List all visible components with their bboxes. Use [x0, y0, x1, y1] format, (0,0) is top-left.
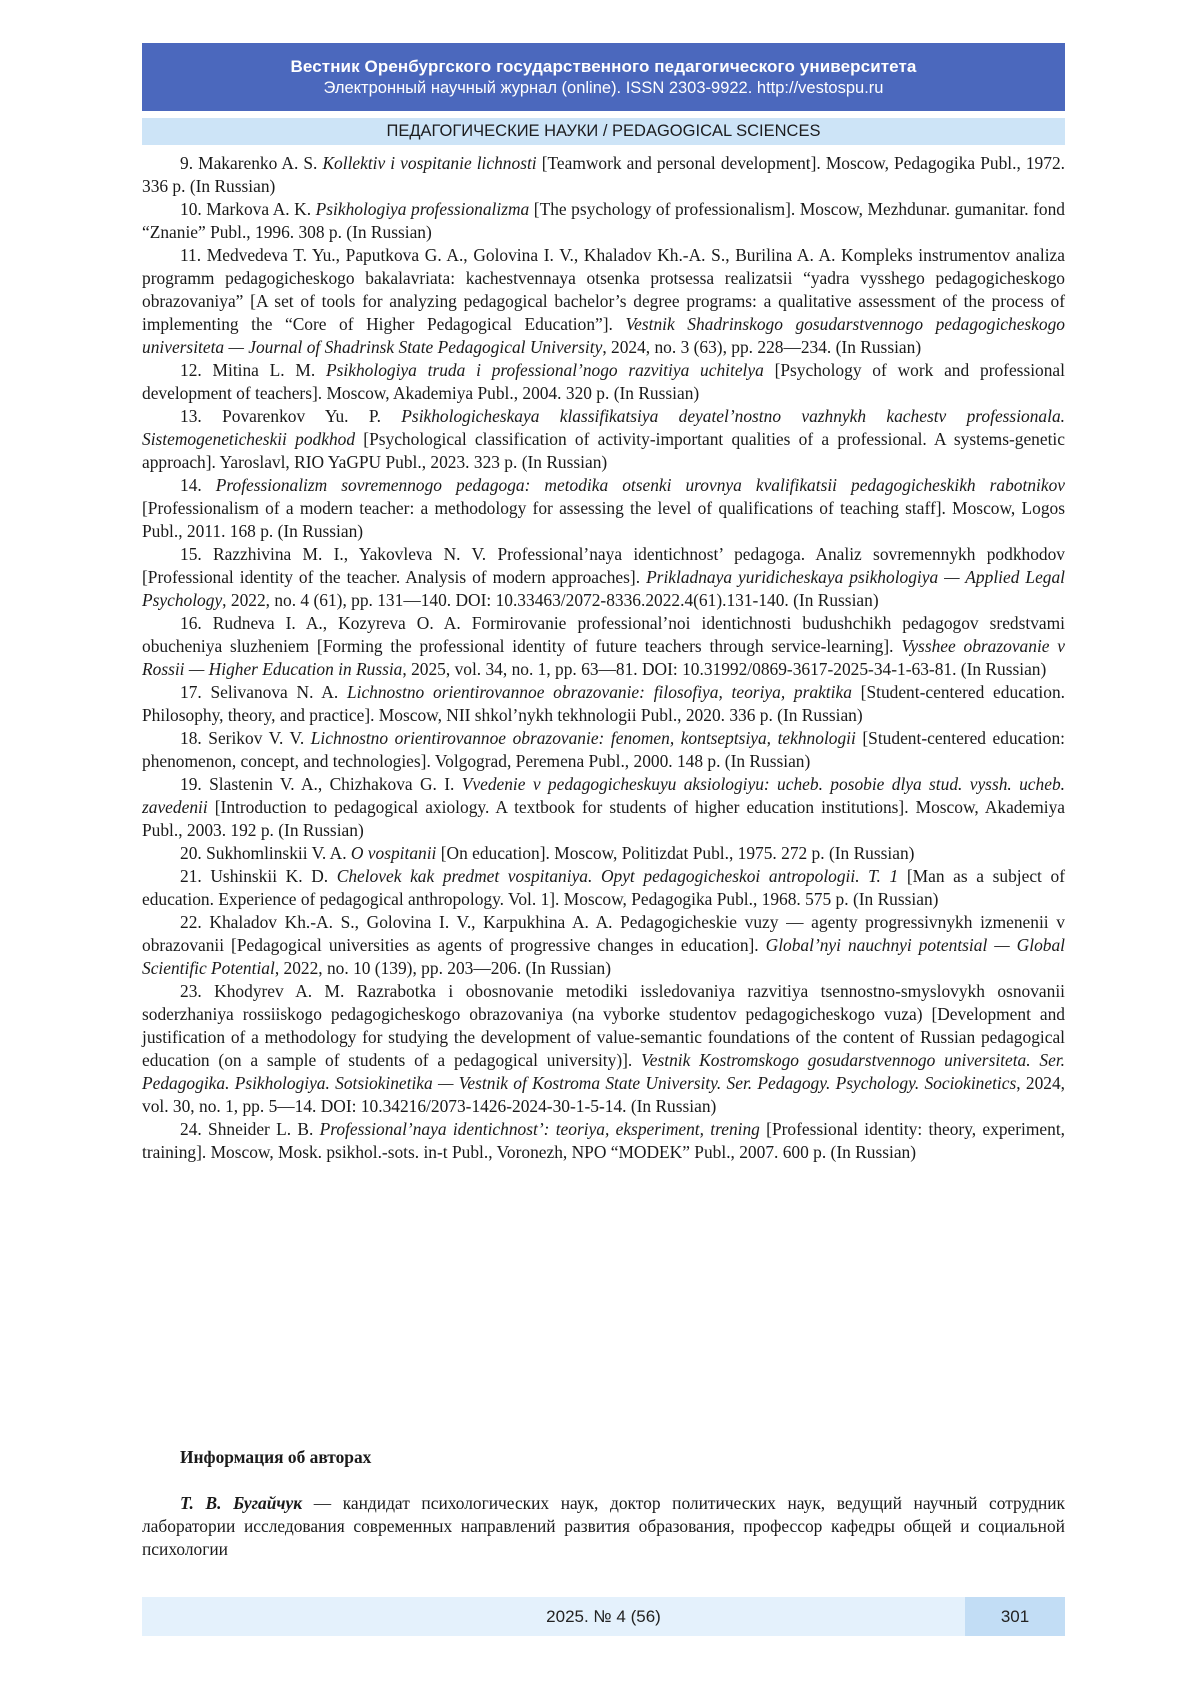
reference-item	[142, 198, 1065, 244]
page-number: 301	[1000, 1606, 1030, 1626]
reference-text-run: 21. Ushinskii K. D.	[180, 866, 337, 886]
reference-item	[142, 543, 1065, 612]
reference-item	[142, 152, 1065, 198]
reference-item	[142, 405, 1065, 474]
reference-text-run: [Psychology of work and professional development of teachers]. Moscow, Akademiya Publ., 2004. 320 p. (In Russian)	[142, 360, 1065, 403]
reference-text-run: Lichnostno orientirovannoe obrazovanie: filosofiya, teoriya, praktika	[346, 682, 852, 702]
reference-text-run: 15. Razzhivina M. I., Yakovleva N. V. Professional’naya identichnost’ pedagoga. Analiz sovremennykh podkhodov [Professional identity of the teacher. Analysis of modern approaches].	[142, 544, 1065, 587]
reference-item	[142, 980, 1065, 1118]
reference-text-run: Vysshee obrazovanie v Rossii — Higher Education in Russia	[142, 636, 1065, 679]
reference-text-run: [On education]. Moscow, Politizdat Publ., 1975. 272 p. (In Russian)	[436, 843, 915, 863]
reference-text-run: Professionalizm sovremennogo pedagoga: metodika otsenki urovnya kvalifikatsii pedagogicheskikh rabotnikov	[215, 475, 1065, 495]
reference-text-run: [The psychology of professionalism]. Moscow, Mezhdunar. gumanitar. fond “Znanie” Publ., 1996. 308 p. (In Russian)	[142, 199, 1065, 242]
reference-item	[142, 773, 1065, 842]
reference-text-run: 19. Slastenin V. A., Chizhakova G. I.	[180, 774, 462, 794]
reference-text-run: [Psychological classification of activity-important qualities of a professional. A systems-genetic approach]. Yaroslavl, RIO YaGPU Publ., 2023. 323 p. (In Russian)	[142, 429, 1065, 472]
reference-item	[142, 727, 1065, 773]
reference-text-run: Lichnostno orientirovannoe obrazovanie: fenomen, kontseptsiya, tekhnologii	[310, 728, 856, 748]
reference-text-run: , 2022, no. 10 (139), pp. 203—206. (In Russian)	[274, 958, 612, 978]
references-list	[142, 152, 1065, 1164]
reference-text-run: 24. Shneider L. B.	[180, 1119, 320, 1139]
reference-text-run: 10. Markova A. K.	[180, 199, 316, 219]
journal-title: Вестник Оренбургского государственного педагогического университета	[290, 56, 917, 76]
reference-text-run: 17. Selivanova N. A.	[180, 682, 347, 702]
reference-text-run: Psikhologicheskaya klassifikatsiya deyatel’nostno vazhnykh kachestv professionala. Sistemogeneticheskii podkhod	[142, 406, 1065, 449]
section-heading-label: ПЕДАГОГИЧЕСКИЕ НАУКИ / PEDAGOGICAL SCIENCES	[386, 122, 821, 140]
reference-item	[142, 681, 1065, 727]
reference-item	[142, 612, 1065, 681]
reference-text-run: Vestnik Kostromskogo gosudarstvennogo universiteta. Ser. Pedagogika. Psikhologiya. Sotsiokinetika — Vestnik of Kostroma State University. Ser. Pedagogy. Psychology. Sociokinetics	[142, 1050, 1066, 1093]
page-number-box	[965, 1597, 1065, 1636]
reference-text-run: Vestnik Shadrinskogo gosudarstvennogo pedagogicheskogo universiteta — Journal of Shadrinsk State Pedagogical University	[142, 314, 1066, 357]
reference-text-run: Psikhologiya truda i professional’nogo razvitiya uchitelya	[326, 360, 764, 380]
author-info-paragraph	[142, 1492, 1065, 1561]
reference-item	[142, 842, 1065, 865]
reference-text-run: Chelovek kak predmet vospitaniya. Opyt pedagogicheskoi antropologii. T. 1	[336, 866, 899, 886]
reference-text-run: O vospitanii	[350, 843, 437, 863]
author-name: Т. В. Бугайчук	[180, 1493, 303, 1513]
page-footer-band	[142, 1597, 1065, 1636]
reference-text-run: [Man as a subject of education. Experience of pedagogical anthropology. Vol. 1]. Moscow, Pedagogika Publ., 1968. 575 p. (In Russian)	[142, 866, 1065, 909]
reference-text-run: [Student-centered education. Philosophy, theory, and practice]. Moscow, NII shkol’nykh tekhnologii Publ., 2020. 336 p. (In Russian)	[142, 682, 1065, 725]
reference-text-run: [Professional identity: theory, experiment, training]. Moscow, Mosk. psikhol.-sots. in-t Publ., Voronezh, NPO “MODEK” Publ., 2007. 600 p. (In Russian)	[142, 1119, 1065, 1162]
reference-text-run: Vvedenie v pedagogicheskuyu aksiologiyu: ucheb. posobie dlya stud. vyssh. ucheb. zavedenii	[142, 774, 1065, 817]
issue-label: 2025. № 4 (56)	[546, 1606, 661, 1626]
reference-text-run: [Professionalism of a modern teacher: a methodology for assessing the level of qualifications of teaching staff]. Moscow, Logos Publ., 2011. 168 p. (In Russian)	[142, 498, 1065, 541]
reference-item	[142, 244, 1065, 359]
reference-text-run: [Student-centered education: phenomenon, concept, and technologies]. Volgograd, Peremena Publ., 2000. 148 p. (In Russian)	[142, 728, 1065, 771]
reference-text-run: Professional’naya identichnost’: teoriya, eksperiment, trening	[319, 1119, 760, 1139]
reference-text-run: 11. Medvedeva T. Yu., Paputkova G. A., Golovina I. V., Khaladov Kh.-A. S., Burilina A. A. Kompleks instrumentov analiza programm pedagogicheskogo bakalavriata: kachestvennaya otsenka protsessa realizatsii “yadra vysshego pedagogicheskogo obrazovaniya” [A set of tools for analyzing pedagogical bachelor’s degree programs: a qualitative assessment of the process of implementing the “Core of Higher Pedagogical Education”].	[142, 245, 1065, 334]
reference-text-run: 12. Mitina L. M.	[180, 360, 327, 380]
reference-text-run: Psikhologiya professionalizma	[315, 199, 530, 219]
reference-text-run: 16. Rudneva I. A., Kozyreva O. A. Formirovanie professional’noi identichnosti budushchikh pedagogov sredstvami obucheniya sluzheniem [Forming the professional identity of future teachers through service-learning].	[142, 613, 1065, 656]
reference-text-run: Kollektiv i vospitanie lichnosti	[322, 153, 537, 173]
reference-text-run: , 2024, no. 3 (63), pp. 228—234. (In Russian)	[602, 337, 922, 357]
reference-text-run: [Introduction to pedagogical axiology. A textbook for students of higher education institutions]. Moscow, Akademiya Publ., 2003. 192 p. (In Russian)	[142, 797, 1065, 840]
section-heading-band	[142, 118, 1065, 145]
reference-text-run: 23. Khodyrev A. M. Razrabotka i obosnovanie metodiki issledovaniya razvitiya tsennostno-smyslovykh osnovanii soderzhaniya rossiiskogo pedagogicheskogo obrazovaniya (na vyborke studentov pedagogicheskogo vuza) [Development and justification of a methodology for studying the development of value-semantic foundations of the content of Russian pedagogical education (on a sample of students of a pedagogical university)].	[142, 981, 1065, 1070]
reference-text-run: 14.	[180, 475, 216, 495]
journal-header-band	[142, 43, 1065, 111]
reference-text-run: Global’nyi nauchnyi potentsial — Global Scientific Potential	[142, 935, 1065, 978]
reference-text-run: , 2024, vol. 30, no. 1, pp. 5—14. DOI: 10.34216/2073-1426-2024-30-1-5-14. (In Russian)	[142, 1073, 1065, 1116]
reference-text-run: [Teamwork and personal development]. Moscow, Pedagogika Publ., 1972. 336 p. (In Russian)	[142, 153, 1065, 196]
reference-text-run: 18. Serikov V. V.	[180, 728, 311, 748]
reference-text-run: 20. Sukhomlinskii V. A.	[180, 843, 351, 863]
reference-item	[142, 1118, 1065, 1164]
reference-item	[142, 911, 1065, 980]
journal-subtitle: Электронный научный журнал (online). ISSN 2303-9922. http://vestospu.ru	[323, 78, 884, 97]
reference-item	[142, 474, 1065, 543]
reference-item	[142, 359, 1065, 405]
reference-text-run: 13. Povarenkov Yu. P.	[180, 406, 402, 426]
reference-text-run: , 2022, no. 4 (61), pp. 131—140. DOI: 10.33463/2072-8336.2022.4(61).131-140. (In Russian)	[222, 590, 879, 610]
reference-text-run: Prikladnaya yuridicheskaya psikhologiya — Applied Legal Psychology	[142, 567, 1066, 610]
author-description: — кандидат психологических наук, доктор политических наук, ведущий научный сотрудник лаборатории исследования современных направлений развития образования, профессор кафедры общей и социальной психологии	[142, 1493, 1065, 1559]
authors-info-heading: Информация об авторах	[180, 1447, 372, 1467]
reference-text-run: 9. Makarenko A. S.	[180, 153, 323, 173]
reference-text-run: , 2025, vol. 34, no. 1, pp. 63—81. DOI: 10.31992/0869-3617-2025-34-1-63-81. (In Russian)	[402, 659, 1047, 679]
reference-item	[142, 865, 1065, 911]
reference-text-run: 22. Khaladov Kh.-A. S., Golovina I. V., Karpukhina A. A. Pedagogicheskie vuzy — agenty progressivnykh izmenenii v obrazovanii [Pedagogical universities as agents of progressive changes in education].	[142, 912, 1065, 955]
